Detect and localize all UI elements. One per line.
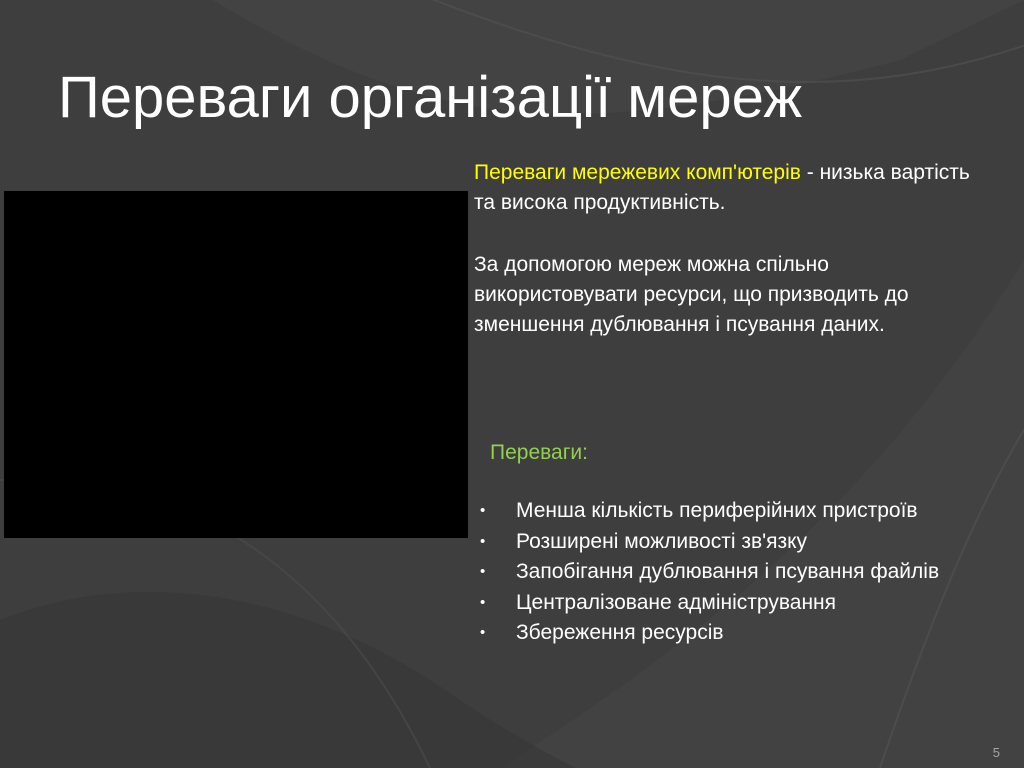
- advantages-heading: Переваги:: [490, 441, 588, 464]
- list-item: [476, 588, 976, 619]
- resource-paragraph: За допомогою мереж можна спільно використовувати ресурси, що призводить до зменшення дублювання і псування даних.: [474, 253, 909, 336]
- list-item-text: Запобігання дублювання і псування файлів: [516, 560, 940, 583]
- advantages-list: [476, 496, 976, 649]
- list-item: [476, 527, 976, 558]
- intro-paragraph: [474, 158, 994, 218]
- intro-highlight: Переваги мережевих комп'ютерів: [474, 161, 801, 184]
- page-number: 5: [992, 745, 1000, 760]
- list-item: [476, 496, 976, 527]
- bullet-icon: •: [480, 502, 486, 519]
- list-item: [476, 618, 976, 649]
- list-item: [476, 557, 976, 588]
- bullet-icon: •: [480, 624, 486, 641]
- bullet-icon: •: [480, 532, 486, 550]
- list-item-text: Централізоване адміністрування: [516, 590, 837, 614]
- slide-title: Переваги організації мереж: [58, 65, 803, 130]
- image-placeholder: [4, 191, 468, 538]
- list-item-text: Менша кількість периферійних пристроїв: [516, 499, 918, 522]
- bullet-icon: •: [480, 563, 486, 580]
- list-item-text: Розширені можливості зв'язку: [516, 529, 808, 553]
- list-item-text: Збереження ресурсів: [516, 621, 724, 644]
- intro-rest: - низька вартість та висока продуктивність.: [474, 161, 970, 214]
- bullet-icon: •: [480, 593, 486, 611]
